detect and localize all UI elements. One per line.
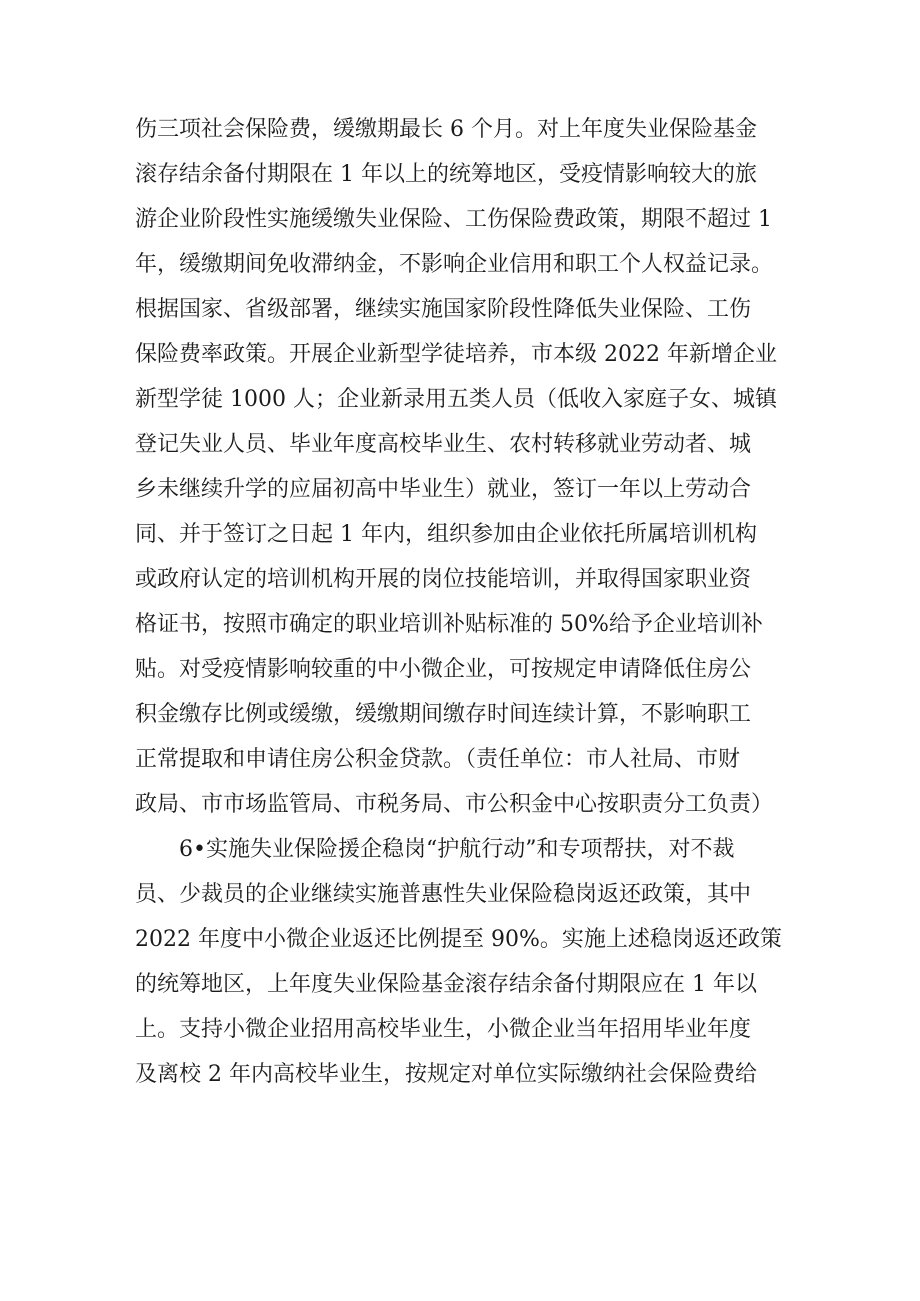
- text-line: 登记失业人员、毕业年度高校毕业生、农村转移就业劳动者、城: [135, 432, 752, 457]
- text-line: 格证书，按照市确定的职业培训补贴标准的 50%给予企业培训补: [135, 612, 763, 637]
- text-line: 保险费率政策。开展企业新型学徒培养，市本级 2022 年新增企业: [135, 342, 777, 367]
- text-line: 的统筹地区，上年度失业保险基金滚存结余备付期限应在 1 年以: [135, 972, 757, 997]
- text-line: 及离校 2 年内高校毕业生，按规定对单位实际缴纳社会保险费给: [135, 1062, 757, 1087]
- text-line: 贴。对受疫情影响较重的中小微企业，可按规定申请降低住房公: [135, 657, 752, 682]
- text-line: 上。支持小微企业招用高校毕业生，小微企业当年招用毕业年度: [135, 1017, 752, 1042]
- text-line: 伤三项社会保险费，缓缴期最长 6 个月。对上年度失业保险基金: [135, 117, 757, 142]
- text-line: 同、并于签订之日起 1 年内，组织参加由企业依托所属培训机构: [135, 522, 757, 547]
- text-line: 滚存结余备付期限在 1 年以上的统筹地区，受疫情影响较大的旅: [135, 162, 757, 187]
- text-line: 年，缓缴期间免收滞纳金，不影响企业信用和职工个人权益记录。: [135, 252, 774, 277]
- text-line: 员、少裁员的企业继续实施普惠性失业保险稳岗返还政策，其中: [135, 882, 752, 907]
- text-line: 新型学徒 1000 人；企业新录用五类人员（低收入家庭子女、城镇: [135, 387, 777, 412]
- text-line: 正常提取和申请住房公积金贷款。（责任单位：市人社局、市财: [135, 747, 741, 772]
- text-line: 根据国家、省级部署，继续实施国家阶段性降低失业保险、工伤: [135, 297, 752, 322]
- paragraph-start-line: 6•实施失业保险援企稳岗“护航行动”和专项帮扶，对不裁: [179, 837, 735, 862]
- text-line: 游企业阶段性实施缓缴失业保险、工伤保险费政策，期限不超过 1: [135, 207, 772, 232]
- text-line: 政局、市市场监管局、市税务局、市公积金中心按职责分工负责）: [135, 792, 774, 817]
- text-line: 2022 年度中小微企业返还比例提至 90%。实施上述稳岗返还政策: [135, 927, 782, 952]
- text-line: 乡未继续升学的应届初高中毕业生）就业，签订一年以上劳动合: [135, 477, 752, 502]
- text-line: 或政府认定的培训机构开展的岗位技能培训，并取得国家职业资: [135, 567, 752, 592]
- text-line: 积金缴存比例或缓缴，缓缴期间缴存时间连续计算，不影响职工: [135, 702, 752, 727]
